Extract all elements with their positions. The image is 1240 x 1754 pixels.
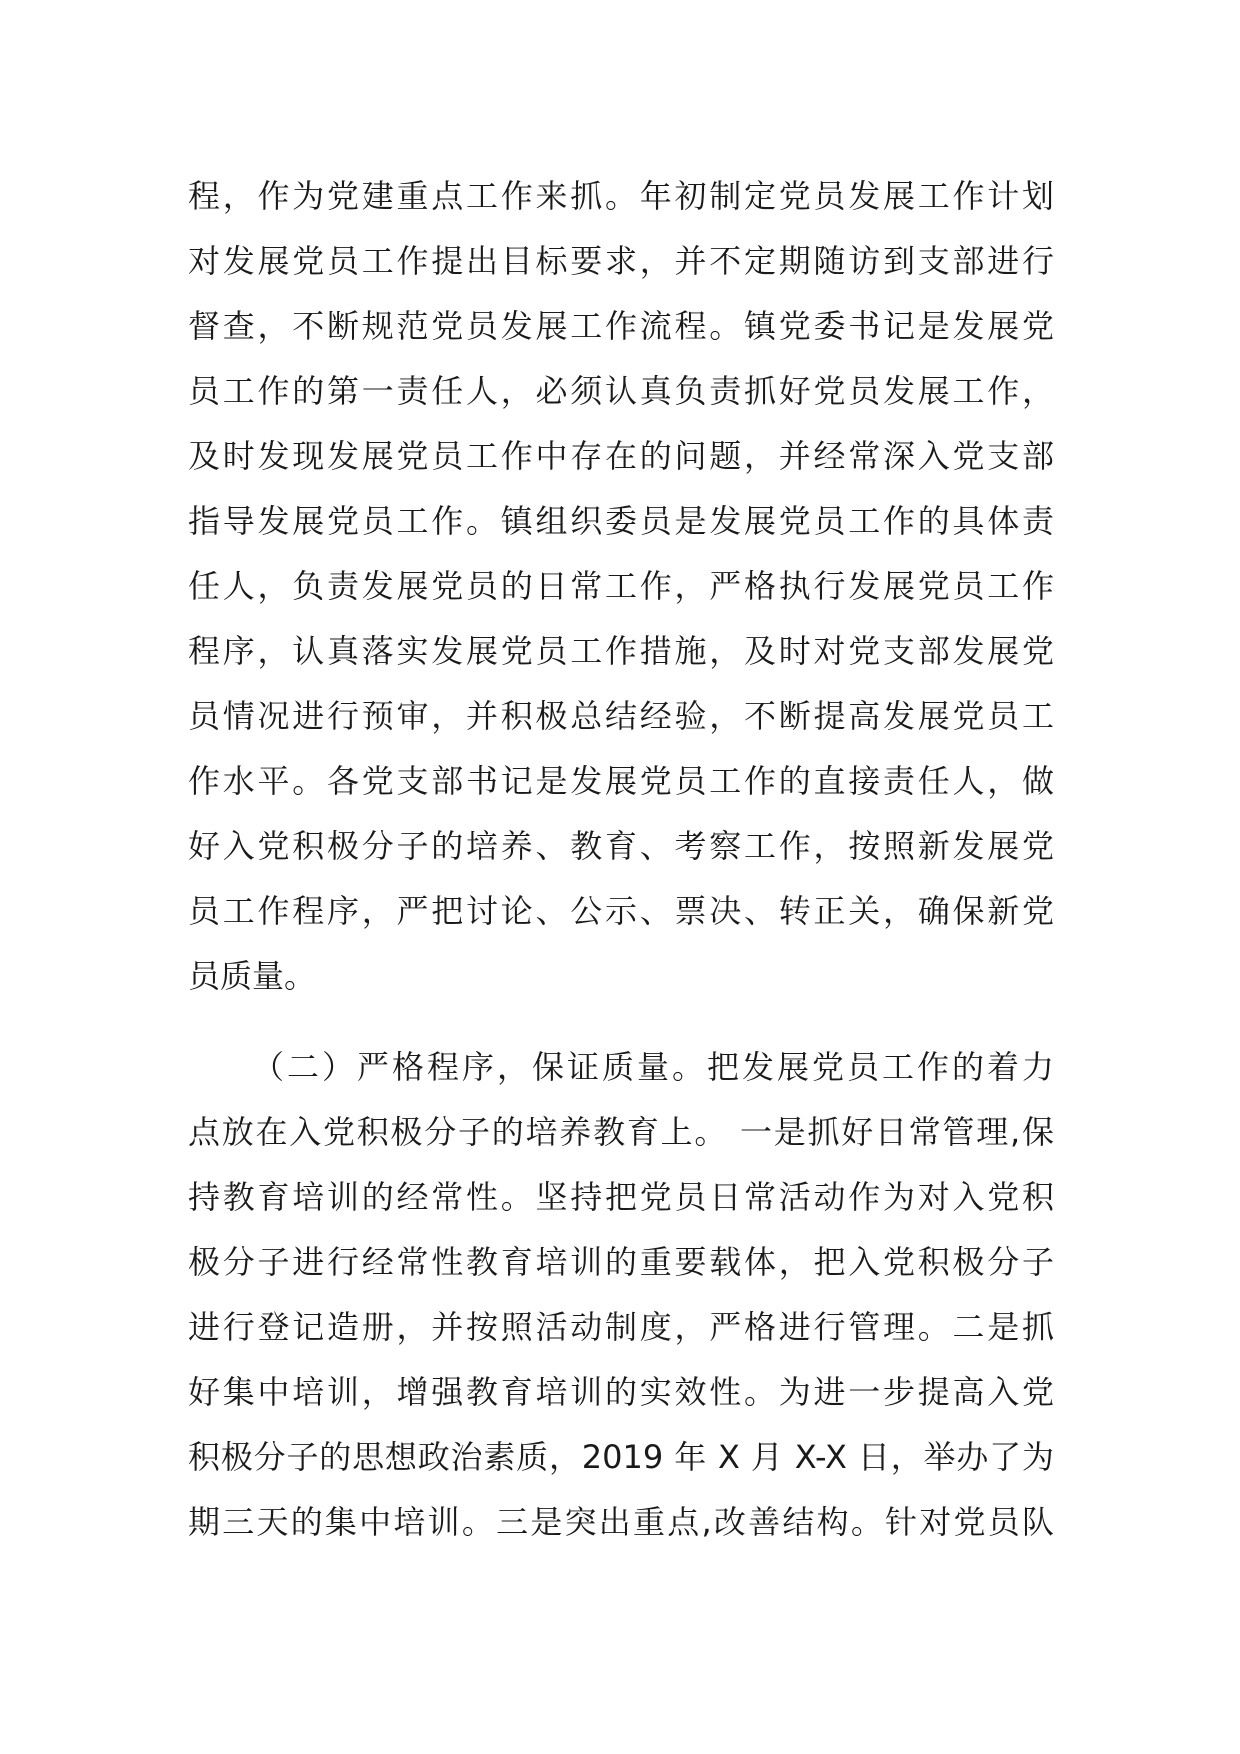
text-line: 点放在入党积极分子的培养教育上。 一是抓好日常管理,保 <box>188 1113 1054 1151</box>
paragraph-1 <box>188 164 1054 1009</box>
text-line: 及时发现发展党员工作中存在的问题，并经常深入党支部 <box>188 437 1054 475</box>
text-line: 对发展党员工作提出目标要求，并不定期随访到支部进行 <box>188 242 1054 280</box>
text-line: 期三天的集中培训。三是突出重点,改善结构。针对党员队 <box>188 1503 1054 1541</box>
text-line: 督查，不断规范党员发展工作流程。镇党委书记是发展党 <box>188 307 1054 345</box>
text-line: 指导发展党员工作。镇组织委员是发展党员工作的具体责 <box>188 502 1054 540</box>
text-line: 进行登记造册，并按照活动制度，严格进行管理。二是抓 <box>188 1308 1054 1346</box>
text-line: 好入党积极分子的培养、教育、考察工作，按照新发展党 <box>188 827 1054 865</box>
text-line: 好集中培训，增强教育培训的实效性。为进一步提高入党 <box>188 1373 1054 1411</box>
text-line: 员工作的第一责任人，必须认真负责抓好党员发展工作， <box>188 372 1054 410</box>
section-heading-line: （二）严格程序，保证质量。把发展党员工作的着力 <box>252 1048 1054 1086</box>
text-line: 员情况进行预审，并积极总结经验，不断提高发展党员工 <box>188 697 1054 735</box>
text-line: 作水平。各党支部书记是发展党员工作的直接责任人，做 <box>188 762 1054 800</box>
text-line: 员质量。 <box>188 957 317 995</box>
text-line: 员工作程序，严把讨论、公示、票决、转正关，确保新党 <box>188 892 1054 930</box>
text-line: 程序，认真落实发展党员工作措施，及时对党支部发展党 <box>188 632 1054 670</box>
paragraph-2 <box>188 1035 1054 1555</box>
text-line: 程，作为党建重点工作来抓。年初制定党员发展工作计划 <box>188 177 1054 215</box>
text-line: 极分子进行经常性教育培训的重要载体，把入党积极分子 <box>188 1243 1054 1281</box>
text-line: 持教育培训的经常性。坚持把党员日常活动作为对入党积 <box>188 1178 1054 1216</box>
text-line: 积极分子的思想政治素质，2019 年 X 月 X-X 日，举办了为 <box>188 1438 1054 1476</box>
text-line: 任人，负责发展党员的日常工作，严格执行发展党员工作 <box>188 567 1054 605</box>
